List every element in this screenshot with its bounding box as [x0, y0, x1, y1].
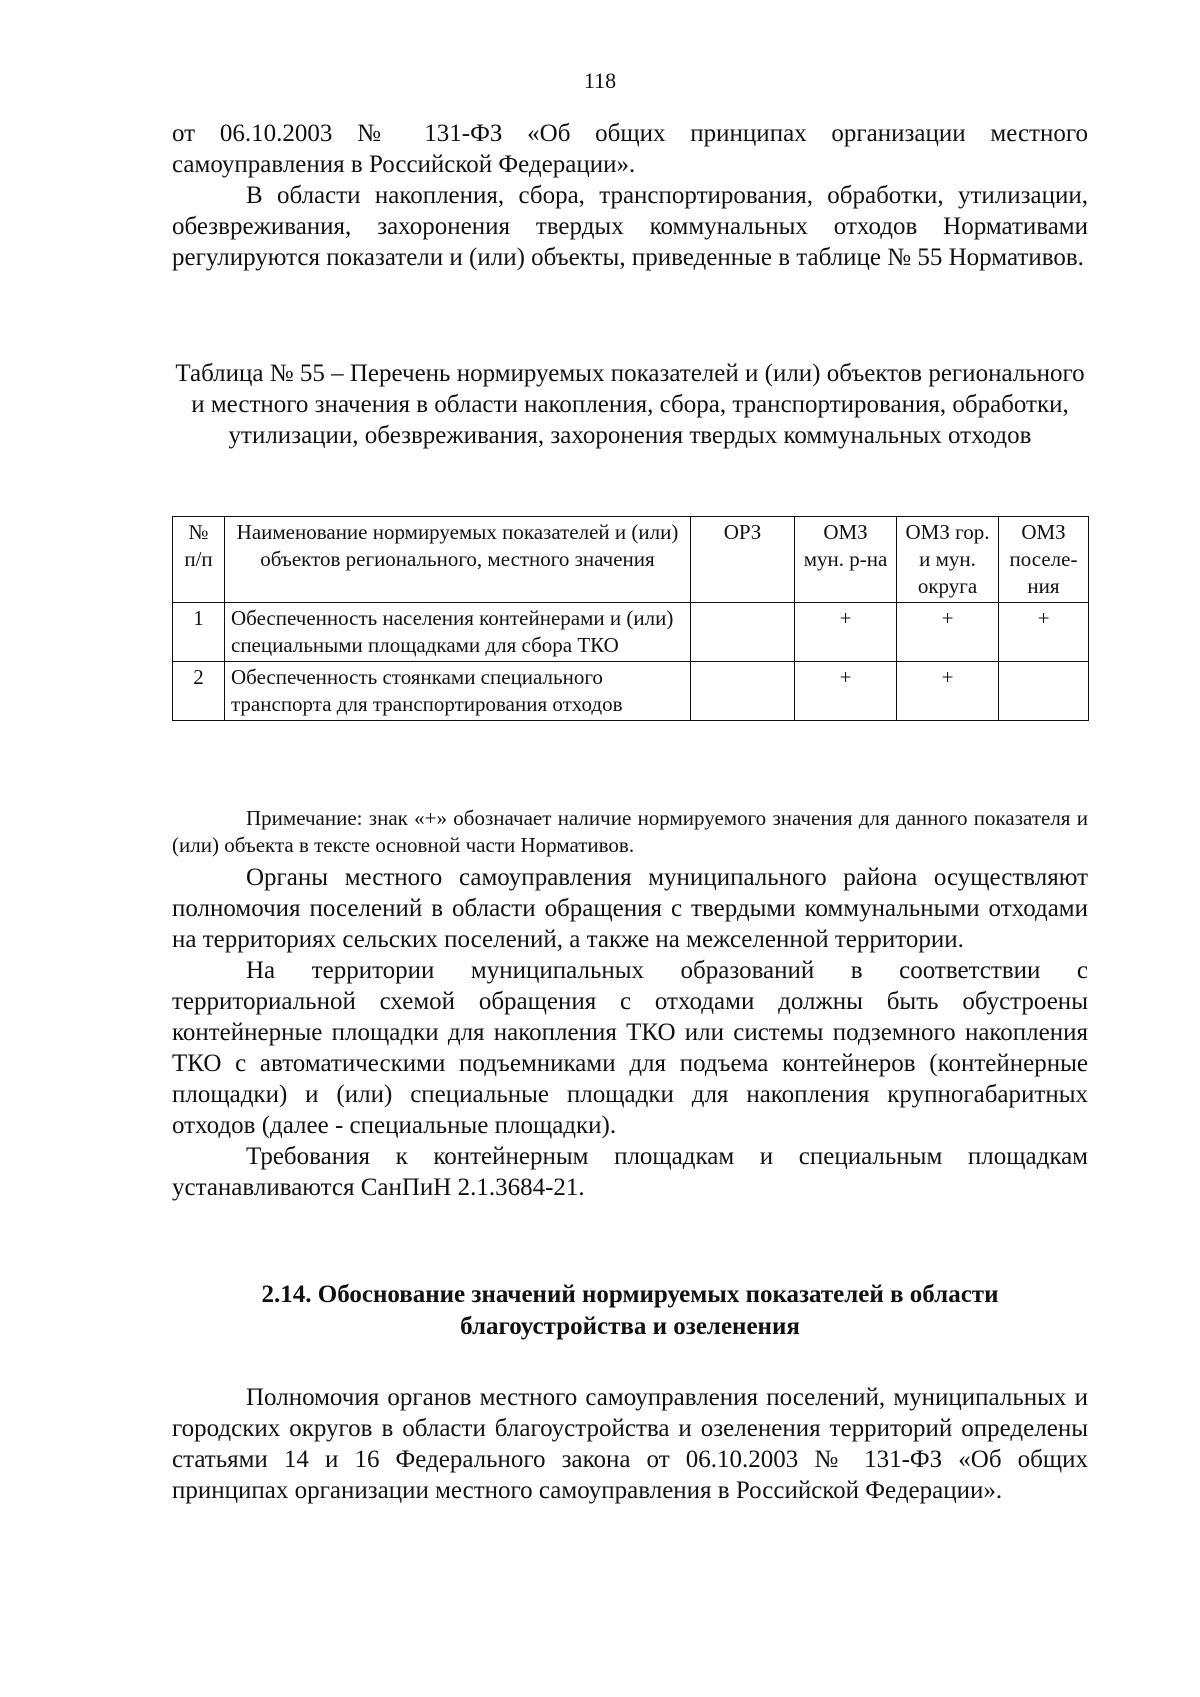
section-heading: 2.14. Обоснование значений нормируемых показателей в области благоустройства и озеленения [261, 1281, 999, 1340]
norms-table [172, 516, 1089, 721]
body-paragraph-1: Органы местного самоуправления муниципального района осуществляют полномочия поселений в области обращения с твердыми коммунальными отходами на территориях сельских поселений, а также на межселенной территории. [172, 864, 1088, 953]
table-header-row [173, 517, 1089, 603]
table-caption: Таблица № 55 – Перечень нормируемых показателей и (или) объектов регионального и местного значения в области накопления, сбора, транспортирования, обработки, утилизации, обезвреживания, захоронения твердых коммунальных отходов [175, 360, 1085, 449]
row-name: Обеспеченность населения контейнерами и (или) специальными площадками для сбора ТКО [225, 603, 691, 662]
row-omz-gor: + [897, 603, 999, 662]
table-row [173, 662, 1089, 721]
final-text [172, 1382, 1088, 1506]
row-omz-pos [999, 662, 1089, 721]
header-omz-gor: ОМЗ гор. и мун. округа [897, 517, 999, 603]
table-row [173, 603, 1089, 662]
row-num: 1 [173, 603, 225, 662]
final-paragraph-1: Полномочия органов местного самоуправления поселений, муниципальных и городских округов в области благоустройства и озеленения территорий определены статьями 14 и 16 Федерального закона от 06.10.2003 № 131-ФЗ «Об общих принципах организации местного самоуправления в Российской Федерации». [172, 1384, 1088, 1504]
row-num: 2 [173, 662, 225, 721]
body-paragraph-2: На территории муниципальных образований в соответствии с территориальной схемой обращения с отходами должны быть обустроены контейнерные площадки для накопления ТКО или системы подземного накопления ТКО с автоматическими подъемниками для подъема контейнеров (контейнерные площадки) и (или) специальные площадки для накопления крупногабаритных отходов (далее - специальные площадки). [172, 957, 1088, 1139]
row-omz-gor: + [897, 662, 999, 721]
intro-paragraph-2: В области накопления, сбора, транспортирования, обработки, утилизации, обезвреживания, захоронения твердых коммунальных отходов Нормативами регулируются показатели и (или) объекты, приведенные в таблице № 55 Нормативов. [172, 182, 1088, 271]
row-orz [691, 662, 795, 721]
row-omz-mun: + [795, 603, 897, 662]
page-number: 118 [583, 68, 617, 93]
row-name: Обеспеченность стоянками специального транспорта для транспортирования отходов [225, 662, 691, 721]
header-omz-pos: ОМЗ поселе-ния [999, 517, 1089, 603]
table-note [172, 805, 1088, 859]
row-omz-pos: + [999, 603, 1089, 662]
header-name: Наименование нормируемых показателей и (или) объектов регионального, местного значения [225, 517, 691, 603]
row-orz [691, 603, 795, 662]
row-omz-mun: + [795, 662, 897, 721]
header-num: № п/п [173, 517, 225, 603]
header-omz-mun: ОМЗ мун. р-на [795, 517, 897, 603]
body-paragraph-3: Требования к контейнерным площадкам и специальным площадкам устанавливаются СанПиН 2.1.3684-21. [172, 1143, 1088, 1201]
intro-paragraph-1: от 06.10.2003 № 131-ФЗ «Об общих принципах организации местного самоуправления в Российской Федерации». [172, 120, 1088, 178]
header-orz: ОРЗ [691, 517, 795, 603]
body-text [172, 862, 1088, 1203]
table-note-text: Примечание: знак «+» обозначает наличие нормируемого значения для данного показателя и (или) объекта в тексте основной части Нормативов. [172, 806, 1088, 857]
intro-text [172, 118, 1088, 273]
